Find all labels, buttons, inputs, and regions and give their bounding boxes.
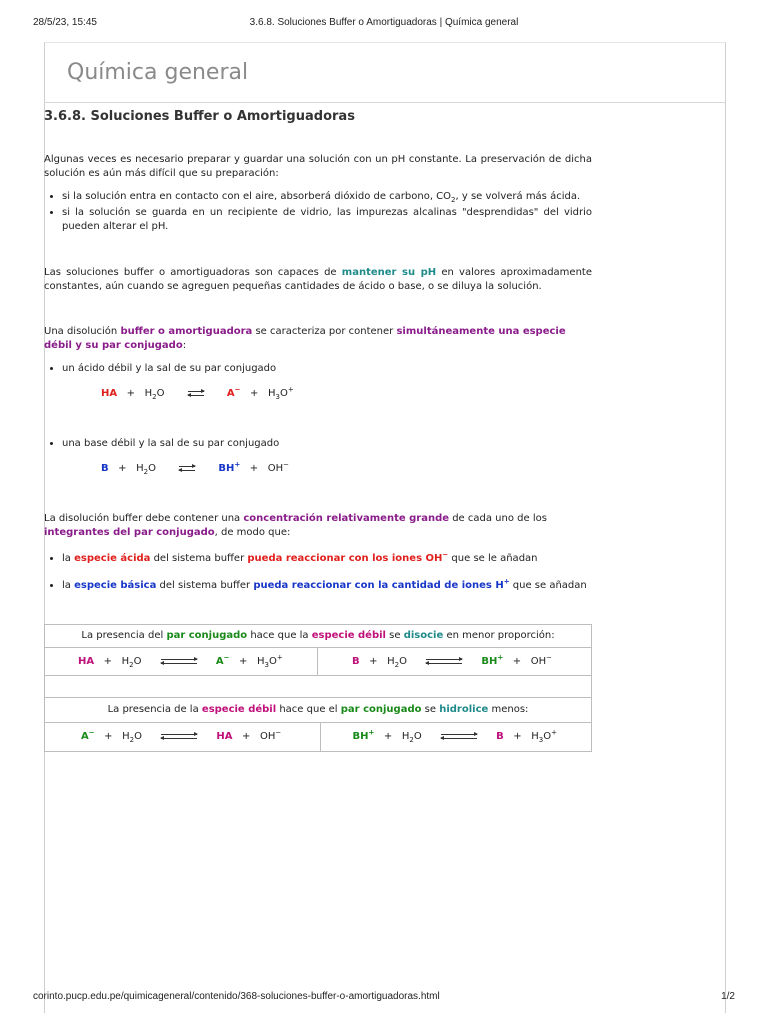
list-item: • la especie ácida del sistema buffer pueda reaccionar con los iones OH− que se le añadan — [62, 552, 592, 566]
equilibrium-arrows-icon — [179, 464, 195, 473]
equilibrium-arrows-icon — [161, 657, 197, 666]
equilibrium-arrows-icon — [161, 732, 197, 741]
table-row — [45, 723, 591, 751]
buffer-composition-paragraph: Una disolución buffer o amortiguadora se caracteriza por contener simultáneamente una especie débil y su par conjugado: — [44, 326, 566, 351]
page-number: 1/2 — [721, 991, 735, 1002]
intro-text: Algunas veces es necesario preparar y guardar una solución con un pH constante. La preservación de dicha solución es aún más difícil que su preparación: — [44, 154, 592, 179]
buffer-equilibria-table — [44, 624, 592, 752]
table-row: La presencia del par conjugado hace que la especie débil se disocie en menor proporción: — [45, 625, 591, 648]
buffer-definition-paragraph: Las soluciones buffer o amortiguadoras son capaces de mantener su pH en valores aproximadamente constantes, aún cuando se agreguen pequeñas cantidades de ácido o base, o se diluya la solución. — [44, 267, 592, 292]
site-title[interactable]: Química general — [67, 60, 249, 85]
intro-list — [44, 190, 592, 234]
highlight-ph: mantener su pH — [341, 267, 437, 278]
table-cell: HA + $H_2O$ A− + $H_3O^+$ — [45, 648, 318, 675]
equilibrium-arrows-icon — [441, 732, 477, 741]
requirements-list — [44, 552, 592, 593]
list-item: • la especie básica del sistema buffer pueda reaccionar con la cantidad de iones H+ que se añadan — [62, 579, 592, 593]
table-row-spacer — [45, 676, 591, 698]
base-bullet — [44, 437, 592, 451]
table-cell: A− + $H_2O$ HA + OH− — [45, 723, 321, 751]
list-item: • una base débil y la sal de su par conjugado — [62, 437, 592, 451]
acid-equation: HA + $H_2O$ A− + $H_3O^+$ — [101, 385, 294, 401]
list-item: • si la solución entra en contacto con el aire, absorberá dióxido de carbono, $CO_2$, y se volverá más ácida. — [62, 190, 592, 204]
intro-paragraph — [44, 153, 592, 181]
page-title: 3.6.8. Soluciones Buffer o Amortiguadoras — [44, 109, 355, 124]
table-cell: BH+ + $H_2O$ B + $H_3O^+$ — [352, 728, 557, 744]
page-url[interactable]: corinto.pucp.edu.pe/quimicageneral/contenido/368-soluciones-buffer-o-amortiguadoras.html — [33, 991, 440, 1002]
equilibrium-arrows-icon — [426, 657, 462, 666]
requirements-paragraph: La disolución buffer debe contener una concentración relativamente grande de cada uno de los integrantes del par conjugado, de modo que: — [44, 513, 547, 538]
print-header — [33, 17, 735, 33]
print-page-title: 3.6.8. Soluciones Buffer o Amortiguadoras | Química general — [249, 17, 519, 28]
table-row: La presencia de la especie débil hace que el par conjugado se hidrolice menos: — [45, 698, 591, 723]
list-item: • si la solución se guarda en un recipiente de vidrio, las impurezas alcalinas "desprendidas" del vidrio pueden alterar el pH. — [62, 206, 592, 234]
list-item: • un ácido débil y la sal de su par conjugado — [62, 362, 592, 376]
base-equation: B + $H_2O$ BH+ + OH− — [101, 460, 289, 476]
table-cell: B + $H_2O$ BH+ + OH− — [352, 653, 552, 669]
table-row — [45, 648, 591, 676]
print-datetime: 28/5/23, 15:45 — [33, 17, 97, 28]
equilibrium-arrows-icon — [188, 389, 204, 398]
header-divider — [44, 102, 725, 103]
acid-bullet — [44, 362, 592, 376]
